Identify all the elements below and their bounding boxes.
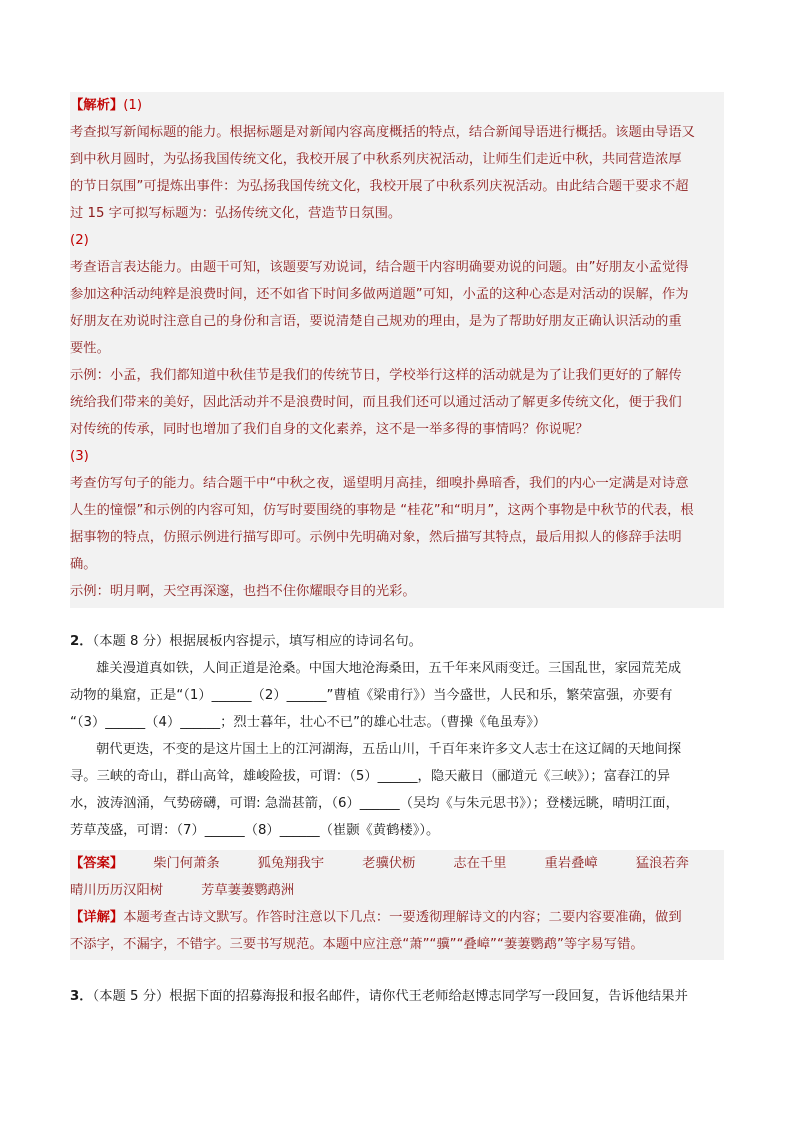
question-3	[70, 983, 724, 1010]
answer-tag: 【答案】	[70, 856, 124, 871]
question-2	[70, 628, 724, 844]
detail-line	[70, 904, 724, 931]
passage-line: 朝代更迭，不变的是这片国土上的江河湖海，五岳山川，千百年来许多文人志士在这辽阔的天地间探	[96, 742, 682, 757]
analysis-example-line: 对传统的传承，同时也增加了我们自身的文化素养，这不是一举多得的事情吗？你说呢？	[70, 422, 589, 437]
analysis-line: 考查仿写句子的能力。结合题干中“中秋之夜，遥望明月高挂，细嗅扑鼻暗香，我们的内心一定满是对诗意	[70, 476, 689, 491]
passage-line: 芳草茂盛，可谓：（7）______（8）______（崔颢《黄鹤楼》）。	[70, 823, 440, 838]
analysis-line: 确。	[70, 557, 97, 572]
analysis-part-3-label: (3)	[70, 449, 89, 464]
detail-line: 不添字，不漏字，不错字。三要书写规范。本题中应注意“萧”“骥”“叠嶂”“萋萋鹦鹉”等字易写错。	[70, 937, 644, 952]
answer-block	[70, 850, 724, 960]
analysis-line: 考查拟写新闻标题的能力。根据标题是对新闻内容高度概括的特点，结合新闻导语进行概括。该题由导语又	[70, 125, 695, 140]
analysis-example-line: 示例：明月啊，天空再深邃，也挡不住你耀眼夺目的光彩。	[70, 584, 416, 599]
analysis-tag: 【解析】	[70, 98, 124, 113]
answer-row	[70, 877, 724, 904]
analysis-line: 参加这种活动纯粹是浪费时间，还不如省下时间多做两道题”可知，小孟的这种心态是对活动的误解，作为	[70, 287, 689, 302]
answer-item: 狐兔翔我宇	[257, 856, 325, 871]
answer-item: 重岩叠嶂	[544, 856, 598, 871]
passage-line: 雄关漫道真如铁，人间正道是沧桑。中国大地沧海桑田，五千年来风雨变迁。三国乱世，家园荒芜成	[96, 661, 682, 676]
answer-row	[70, 850, 724, 877]
passage-line: 水，波涛汹涌，气势磅礴，可谓: 急湍甚箭，（6）______（吴均《与朱元思书》）；登楼远眺，晴明江面，	[70, 796, 679, 811]
analysis-line: 据事物的特点，仿照示例进行描写即可。示例中先明确对象，然后描写其特点，最后用拟人的修辞手法明	[70, 530, 682, 545]
question-number: 3．	[70, 989, 93, 1004]
answer-item: 晴川历历汉阳树	[70, 883, 164, 898]
detail-text: 本题考查古诗文默写。作答时注意以下几点：一要透彻理解诗文的内容；二要内容要准确，做到	[123, 910, 682, 925]
analysis-block	[70, 92, 724, 608]
analysis-line: 人生的憧憬”和示例的内容可知，仿写时要围绕的事物是 “桂花”和“明月”，这两个事物是中秋节的代表，根	[70, 503, 694, 518]
answer-item: 芳草萋萋鹦鹉洲	[201, 883, 295, 898]
answer-item: 老骥伏枥	[362, 856, 416, 871]
analysis-line: 的节日氛围”可提炼出事件：为弘扬我国传统文化，我校开展了中秋系列庆祝活动。由此结合题干要求不超	[70, 179, 689, 194]
answer-item: 柴门何萧条	[153, 856, 220, 871]
passage-line: 动物的巢窟，正是“（1）______（2）______”曹植《梁甫行》）当今盛世，人民和乐，繁荣富强，亦要有	[70, 688, 673, 703]
analysis-line: 过 15 字可拟写标题为：弘扬传统文化，营造节日氛围。	[70, 206, 402, 221]
analysis-line: 要性。	[70, 341, 110, 356]
question-prompt-text: （本题 8 分）根据展板内容提示，填写相应的诗词名句。	[92, 634, 422, 649]
passage-line: 寻。三峡的奇山，群山高耸，雄峻险拔，可谓：（5）______，隐天蔽日（郦道元《三峡》）；富春江的异	[70, 769, 671, 784]
analysis-example-line: 统给我们带来的美好，因此活动并不是浪费时间，而且我们还可以通过活动了解更多传统文化，便于我们	[70, 395, 682, 410]
answer-item: 猛浪若奔	[635, 856, 689, 871]
analysis-part-2-label: (2)	[70, 233, 89, 248]
analysis-line: 好朋友在劝说时注意自己的身份和言语，要说清楚自己规劝的理由，是为了帮助好朋友正确认识活动的重	[70, 314, 682, 329]
question-2-prompt	[70, 628, 724, 655]
analysis-line: 考查语言表达能力。由题干可知，该题要写劝说词，结合题干内容明确要劝说的问题。由”好朋友小孟觉得	[70, 260, 689, 275]
passage-line: “（3）______（4）______；烈士暮年，壮心不已”的雄心壮志。（曹操《龟虽寿》）	[70, 715, 547, 730]
question-prompt-text: （本题 5 分）根据下面的招募海报和报名邮件，请你代王老师给赵博志同学写一段回复，告诉他结果并	[92, 989, 688, 1004]
detail-tag: 【详解】	[70, 910, 124, 925]
analysis-heading	[70, 92, 724, 119]
analysis-part-1-label: (1)	[123, 98, 143, 113]
question-number: 2．	[70, 634, 93, 649]
analysis-example-line: 示例：小孟，我们都知道中秋佳节是我们的传统节日，学校举行这样的活动就是为了让我们更好的了解传	[70, 368, 682, 383]
answer-item: 志在千里	[453, 856, 507, 871]
analysis-line: 到中秋月圆时，为弘扬我国传统文化，我校开展了中秋系列庆祝活动，让师生们走近中秋，共同营造浓厚	[70, 152, 682, 167]
question-3-prompt	[70, 983, 724, 1010]
